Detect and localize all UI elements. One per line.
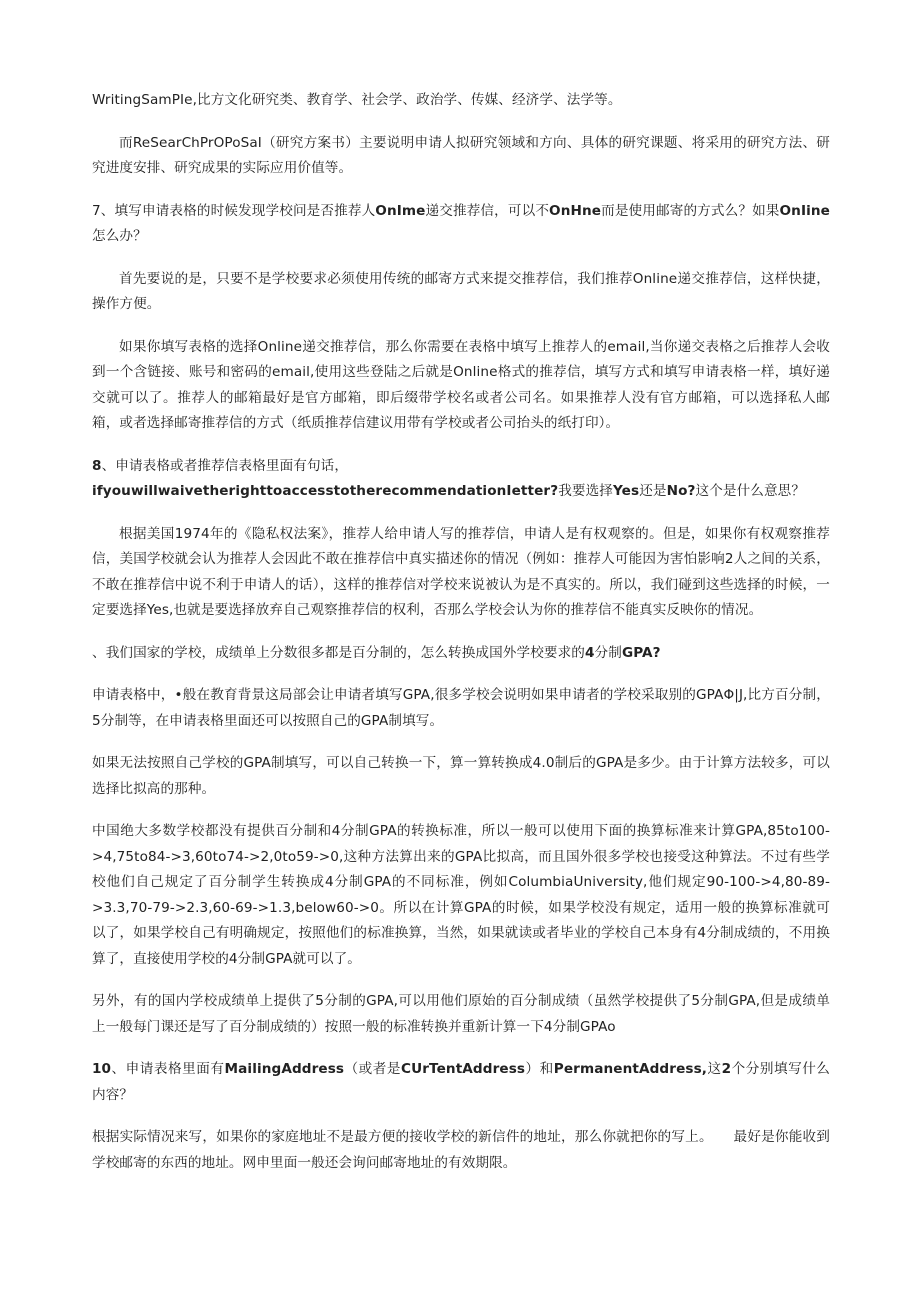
answer-9-paragraph-2: 如果无法按照自己学校的GPA制填写，可以自己转换一下，算一算转换成4.0制后的GPA是多少。由于计算方法较多，可以选择比拟高的那种。: [92, 755, 830, 797]
answer-9-paragraph-4: 另外，有的国内学校成绩单上提供了5分制的GPA,可以用他们原始的百分制成绩（虽然学校提供了5分制GPA,但是成绩单上一般每门课还是写了百分制成绩的）按照一般的标准转换并重新计算一下4分制GPAo: [92, 993, 830, 1035]
question-10: 10、申请表格里面有MailingAddress（或者是CUrTentAddress）和PermanentAddress,这2个分别填写什么内容？: [92, 1061, 831, 1103]
question-9: 、我们国家的学校，成绩单上分数很多都是百分制的，怎么转换成国外学校要求的4分制GPA?: [92, 644, 661, 661]
paragraph-writing-sample: WritingSamPIe,比方文化研究类、教育学、社会学、政治学、传媒、经济学、法学等。: [92, 92, 622, 108]
question-7: 7、填写申请表格的时候发现学校问是否推荐人OnIme递交推荐信，可以不OnHne而是使用邮寄的方式么？如果OnIine怎么办？: [92, 202, 830, 244]
answer-9-paragraph-1: 申请表格中，•般在教育背景这局部会让申请者填写GPA,很多学校会说明如果申请者的学校采取别的GPAΦ|J,比方百分制，5分制等，在申请表格里面还可以按照自己的GPA制填写。: [92, 687, 830, 729]
answer-9-paragraph-3: 中国绝大多数学校都没有提供百分制和4分制GPA的转换标准，所以一般可以使用下面的换算标准来计算GPA,85to100->4,75to84->3,60to74->2,0to59->0,这种方法算出来的GPA比拟高，而且国外很多学校也接受这种算法。不过有些学校他们自己规定了百分制学生转换成4分制GPA的不同标准，例如ColumbiaUniversity,他们规定90-100->4,80-89->3.3,70-79->2.3,60-69->1.3,below60->0。所以在计算GPA的时候，如果学校没有规定，适用一般的换算标准就可以了，如果学校自己有明确规定，按照他们的标准换算，当然，如果就读或者毕业的学校自己本身有4分制成绩的，不用换算了，直接使用学校的4分制GPA就可以了。: [92, 823, 830, 967]
answer-10-paragraph: 根据实际情况来写，如果你的家庭地址不是最方便的接收学校的新信件的地址，那么你就把你的写上。 最好是你能收到学校邮寄的东西的地址。网申里面一般还会询问邮寄地址的有效期限。: [92, 1129, 830, 1171]
answer-8-paragraph: 根据美国1974年的《隐私权法案》，推荐人给申请人写的推荐信，申请人是有权观察的。但是，如果你有权观察推荐信，美国学校就会认为推荐人会因此不敢在推荐信中真实描述你的情况（例如：推荐人可能因为害怕影响2人之间的关系，不敢在推荐信中说不利于申请人的话），这样的推荐信对学校来说被认为是不真实的。所以，我们碰到这些选择的时候，一定要选择Yes,也就是要选择放弃自己观察推荐信的权利，否那么学校会认为你的推荐信不能真实反映你的情况。: [92, 525, 830, 618]
answer-7-paragraph-2: 如果你填写表格的选择Online递交推荐信，那么你需要在表格中填写上推荐人的email,当你递交表格之后推荐人会收到一个含链接、账号和密码的email,使用这些登陆之后就是Online格式的推荐信，填写方式和填写申请表格一样，填好递交就可以了。推荐人的邮箱最好是官方邮箱，即后缀带学校名或者公司名。如果推荐人没有官方邮箱，可以选择私人邮箱，或者选择邮寄推荐信的方式（纸质推荐信建议用带有学校或者公司抬头的纸打印）。: [92, 338, 830, 431]
question-8: 8、申请表格或者推荐信表格里面有句话， ifyouwillwaivetherighttoaccesstotherecommendationIetter?我要选择Yes还是No?这个是什么意思？: [92, 457, 806, 499]
answer-7-paragraph-1: 首先要说的是，只要不是学校要求必须使用传统的邮寄方式来提交推荐信，我们推荐Online递交推荐信，这样快捷，操作方便。: [92, 270, 830, 312]
paragraph-research-proposal: 而ReSearChPrOPoSaI（研究方案书）主要说明申请人拟研究领域和方向、具体的研究课题、将采用的研究方法、研究进度安排、研究成果的实际应用价值等。: [92, 134, 830, 176]
